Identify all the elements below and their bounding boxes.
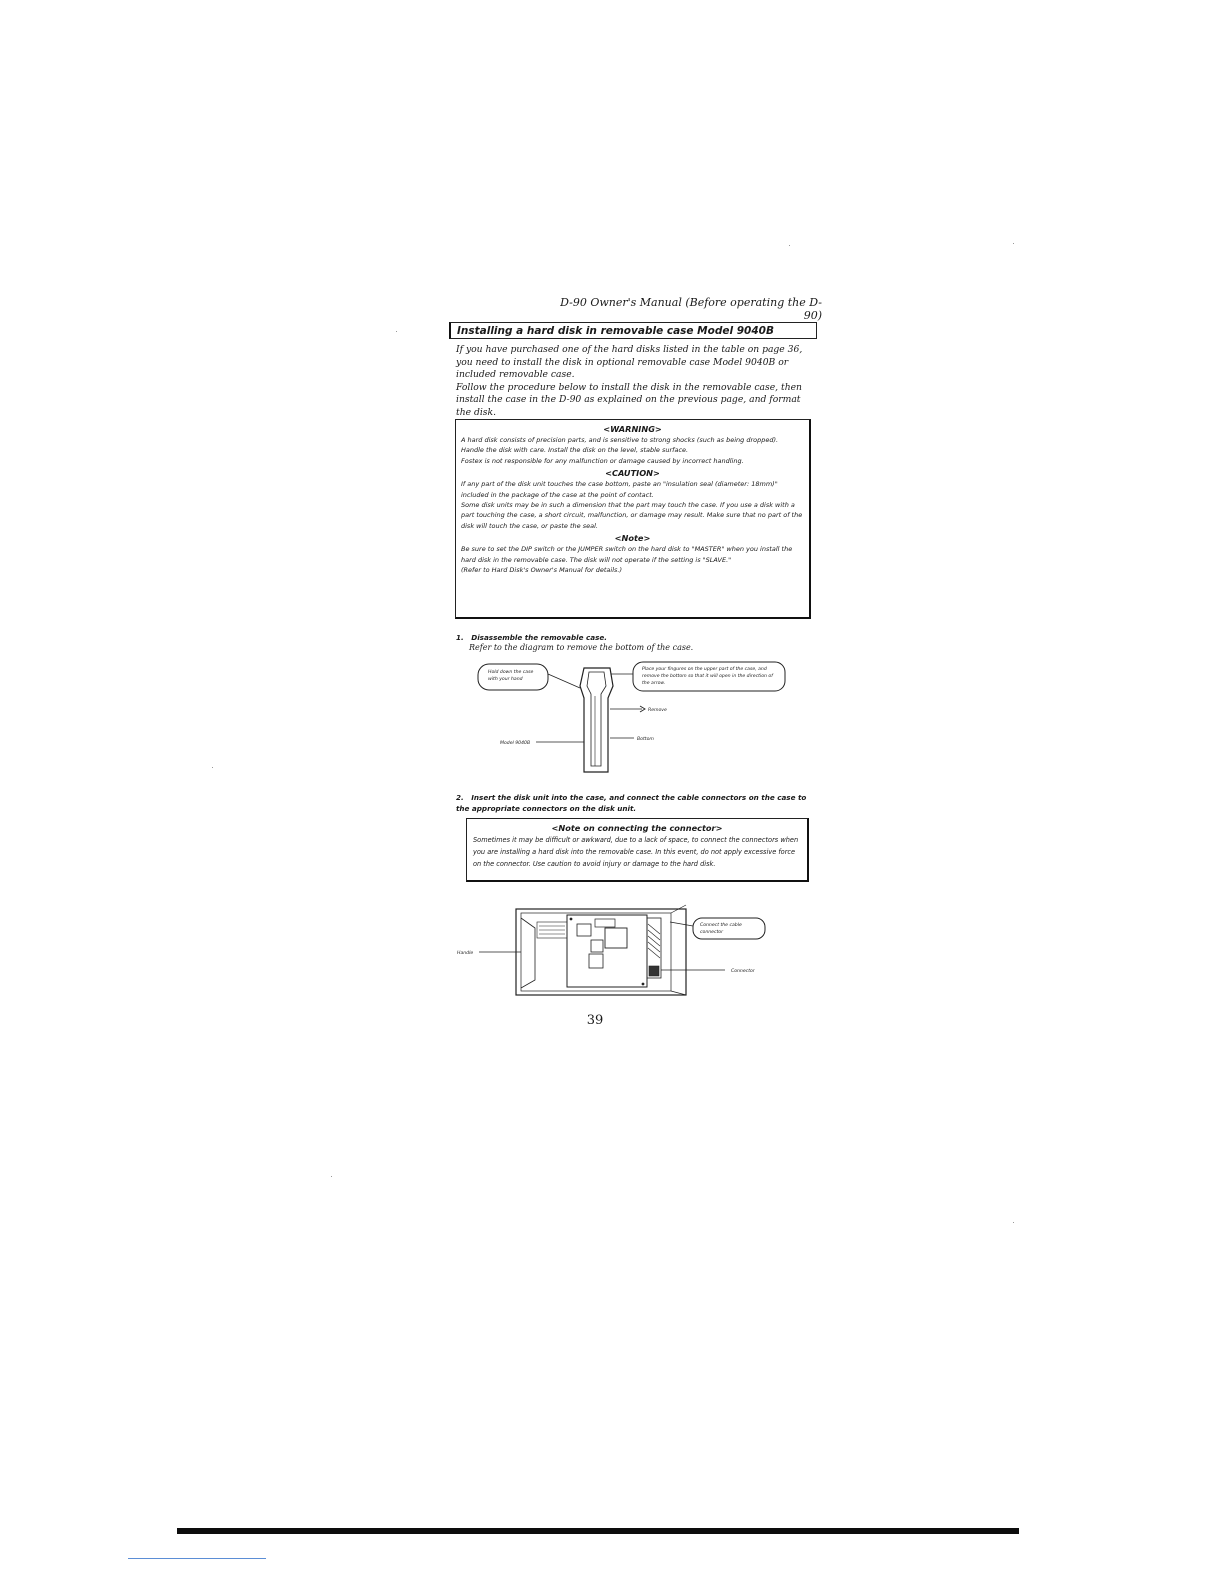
link-underline — [128, 1558, 266, 1559]
note-line: Be sure to set the DIP switch or the JUMPER switch on the hard disk to "MASTER" when you install the hard disk in the removable case. The disk will not operate if the setting is "SLAVE." — [461, 545, 793, 564]
label-model: Model 9040B — [500, 741, 531, 746]
scan-speck — [789, 245, 790, 246]
step-1-text: Refer to the diagram to remove the bottom of the case. — [469, 643, 694, 652]
step-1 — [456, 632, 816, 643]
section-title: Installing a hard disk in removable case Model 9040B — [449, 322, 817, 339]
connector-note-text: Sometimes it may be difficult or awkward, due to a lack of space, to connect the connectors when you are installing a hard disk into the removable case. In this event, do not apply excessive force on the connector. Use caution to avoid injury or damage to the hard disk. — [473, 836, 799, 868]
running-header: D-90 Owner's Manual (Before operating the D-90) — [560, 296, 822, 322]
step-1-title: Disassemble the removable case. — [471, 633, 608, 642]
note-heading: <Note> — [614, 533, 651, 544]
label-remove: Remove — [648, 708, 667, 713]
step-2 — [456, 792, 818, 814]
caution-line: Some disk units may be in such a dimension that the part may touch the case. If you use a disk with a part touching the case, a short circuit, malfunction, or damage may result. Make sure that no part of the disk will touch the case, or paste the seal. — [461, 501, 803, 530]
caution-line: If any part of the disk unit touches the case bottom, paste an "insulation seal (diameter: 18mm)" included in the package of the case at the point of contact. — [461, 480, 778, 499]
callout-hold-down-line2: with your hand — [488, 677, 523, 682]
warning-line: A hard disk consists of precision parts, and is sensitive to strong shocks (such as being dropped). — [461, 436, 779, 444]
scan-speck — [1013, 1222, 1014, 1223]
connector-note-box — [466, 818, 809, 882]
intro-paragraph-2: Follow the procedure below to install the disk in the removable case, then install the case in the D-90 as explained on the previous page, and format the disk. — [456, 381, 802, 418]
connector-note-heading: <Note on connecting the connector> — [551, 823, 723, 833]
case-disassembly-diagram — [470, 656, 800, 780]
callout-connect-line2: connector — [700, 930, 724, 935]
step-2-title: Insert the disk unit into the case, and connect the cable connectors on the case to the appropriate connectors on the disk unit. — [456, 793, 807, 813]
callout-hold-down-line1: Hold down the case — [488, 670, 534, 675]
warning-line: Fostex is not responsible for any malfunction or damage caused by incorrect handling. — [461, 456, 744, 465]
scan-speck — [331, 1176, 332, 1177]
warning-heading: <WARNING> — [603, 424, 662, 434]
page-number: 39 — [586, 1013, 604, 1028]
note-line: (Refer to Hard Disk's Owner's Manual for details.) — [461, 566, 623, 575]
label-connector: Connector — [731, 969, 755, 974]
label-bottom: Bottom — [637, 737, 654, 742]
warning-box — [455, 419, 811, 619]
callout-place-fingers-line3: the arrow. — [642, 681, 666, 686]
disk-installation-diagram — [455, 900, 785, 1000]
label-handle: Handle — [457, 951, 474, 956]
intro-paragraph-1: If you have purchased one of the hard disks listed in the table on page 36, you need to install the disk in optional removable case Model 9040B or included removable case. — [456, 344, 803, 380]
caution-heading: <CAUTION> — [605, 468, 660, 479]
warning-line: Handle the disk with care. Install the disk on the level, stable surface. — [461, 446, 689, 455]
scan-speck — [396, 331, 397, 332]
callout-connect-line1: Connect the cable — [700, 923, 742, 928]
scan-speck — [212, 767, 213, 768]
bottom-rule — [177, 1528, 1019, 1534]
step-1-number: 1. — [456, 633, 464, 642]
callout-place-fingers-line1: Place your fingures on the upper part of the case, and — [642, 667, 767, 672]
callout-place-fingers-line2: remove the bottom so that it will open in the direction of — [642, 674, 773, 679]
step-2-number: 2. — [456, 793, 464, 802]
intro-text — [456, 344, 818, 419]
scan-speck — [1013, 243, 1014, 244]
